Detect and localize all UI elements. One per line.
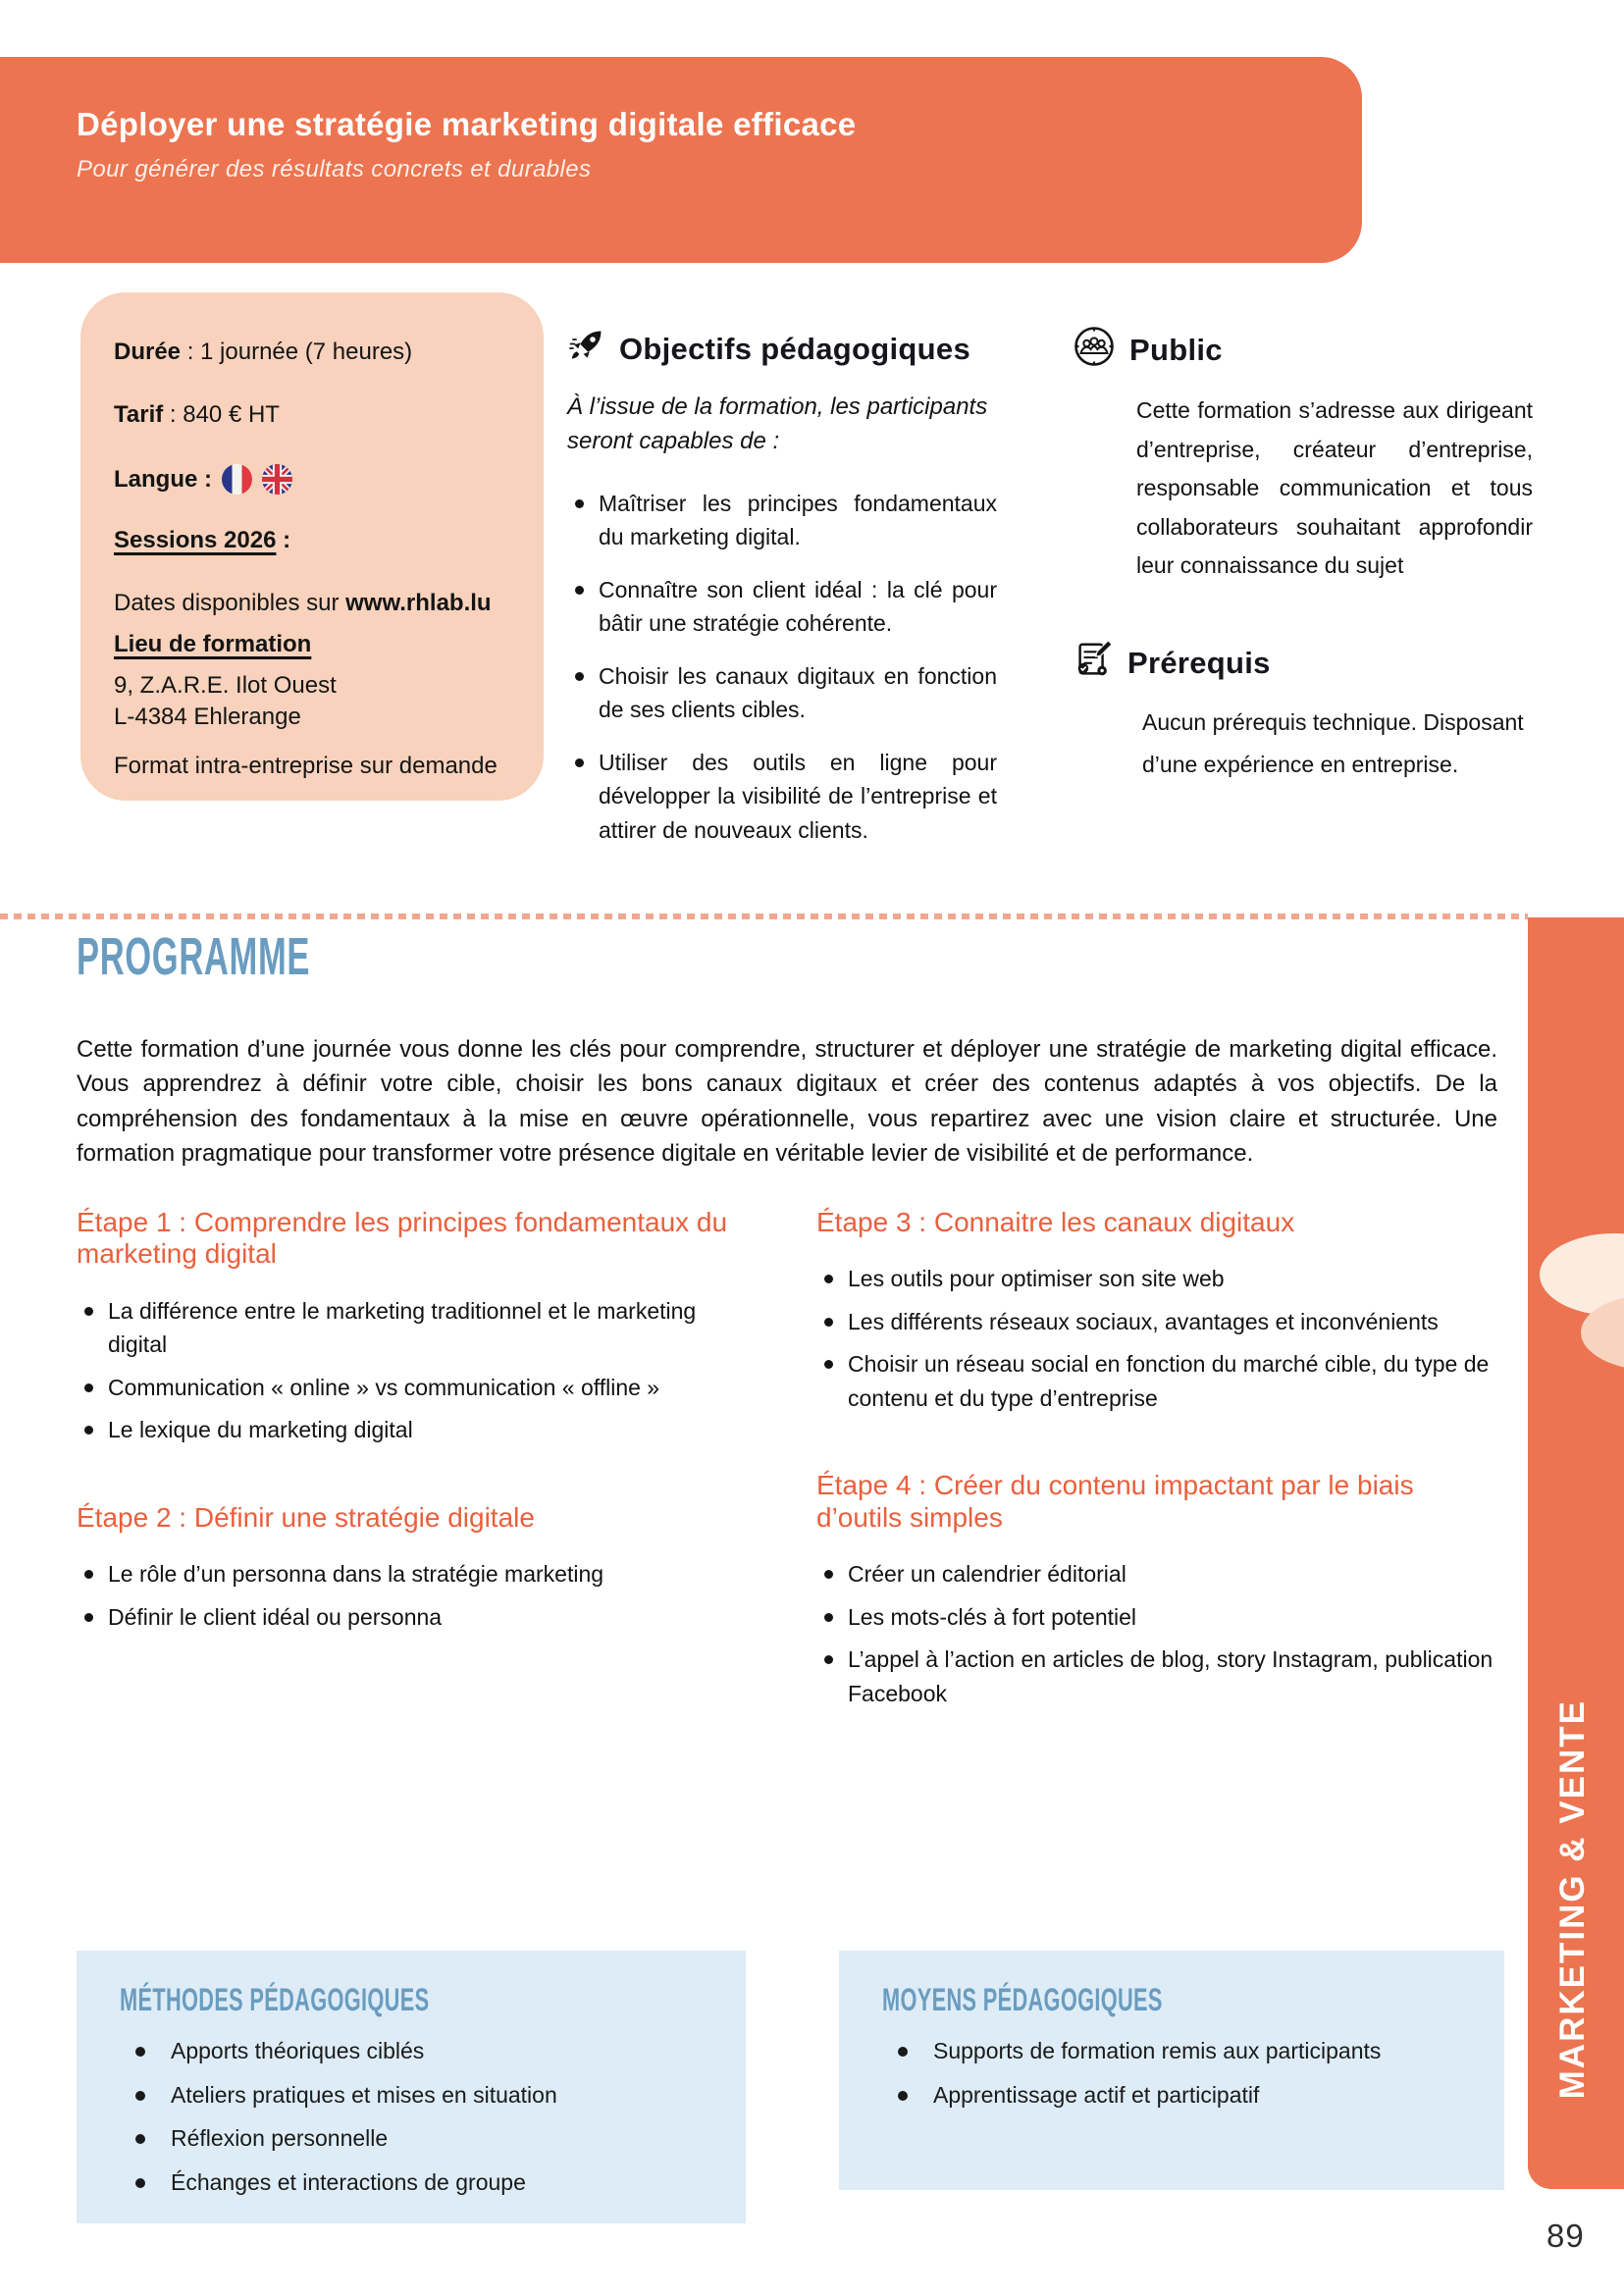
- list-item: Échanges et interactions de groupe: [120, 2166, 716, 2201]
- objectives-intro: À l’issue de la formation, les participants seront capables de :: [567, 393, 988, 454]
- page-title: Déployer une stratégie marketing digitale efficace: [77, 106, 857, 142]
- list-item: Créer un calendrier éditorial: [816, 1557, 1505, 1592]
- language-line: [114, 464, 512, 495]
- duration-label: Durée: [114, 339, 182, 365]
- objectives-list: [567, 487, 997, 848]
- list-item: Communication « online » vs communication « offline »: [77, 1371, 732, 1405]
- audience-icon: [1072, 324, 1117, 377]
- intra-format-note: Format intra-entreprise sur demande: [114, 753, 498, 779]
- step-title: Étape 2 : Définir une stratégie digitale: [77, 1501, 535, 1533]
- rocket-icon: [567, 326, 606, 373]
- prerequisites-heading-row: [1072, 638, 1541, 689]
- dotted-divider: [0, 913, 1528, 919]
- list-item: Utiliser des outils en ligne pour développer la visibilité de l’entreprise et attirer de nouveaux clients.: [567, 746, 997, 848]
- step-4: [816, 1470, 1505, 1710]
- means-box: [839, 1951, 1504, 2190]
- page-subtitle: Pour générer des résultats concrets et durables: [77, 156, 592, 183]
- duration-line: [114, 339, 512, 366]
- public-section: [1072, 324, 1533, 586]
- list-item: Apprentissage actif et participatif: [882, 2078, 1475, 2113]
- programme-heading: PROGRAMME: [77, 927, 311, 986]
- price-label: Tarif: [114, 401, 164, 428]
- prerequisites-text: Aucun prérequis technique. Disposant d’une expérience en entreprise.: [1142, 709, 1524, 777]
- programme-column-right: [816, 1207, 1505, 1719]
- methods-box: [77, 1951, 746, 2223]
- sessions-colon: :: [276, 527, 291, 553]
- step-item-list: [816, 1262, 1505, 1415]
- page-number: 89: [1546, 2218, 1585, 2254]
- list-item: Apports théoriques ciblés: [120, 2034, 716, 2069]
- category-label: MARKETING & VENTE: [1553, 1698, 1592, 2099]
- list-item: La différence entre le marketing traditionnel et le marketing digital: [77, 1294, 732, 1362]
- step-title: Étape 1 : Comprendre les principes fondamentaux du marketing digital: [77, 1207, 728, 1270]
- category-side-band: [1528, 917, 1624, 2189]
- sessions-line: [114, 527, 512, 554]
- list-item: Ateliers pratiques et mises en situation: [120, 2078, 716, 2113]
- price-line: [114, 401, 512, 429]
- list-item: Maîtriser les principes fondamentaux du marketing digital.: [567, 487, 997, 554]
- means-heading: MOYENS PÉDAGOGIQUES: [882, 1982, 1163, 2017]
- flag-uk-icon: [262, 464, 292, 495]
- prerequisites-section: [1072, 638, 1541, 785]
- objectives-heading: Objectifs pédagogiques: [619, 332, 970, 366]
- step-title: Étape 4 : Créer du contenu impactant par le biais d’outils simples: [816, 1470, 1414, 1533]
- methods-heading: MÉTHODES PÉDAGOGIQUES: [120, 1982, 430, 2017]
- duration-value: : 1 journée (7 heures): [181, 339, 413, 365]
- list-item: Les différents réseaux sociaux, avantages et inconvénients: [816, 1305, 1505, 1339]
- objectives-section: [567, 326, 997, 865]
- step-title: Étape 3 : Connaitre les canaux digitaux: [816, 1207, 1295, 1237]
- objectives-heading-row: [567, 326, 997, 373]
- methods-list: [120, 2034, 716, 2201]
- list-item: Le rôle d’un personna dans la stratégie marketing: [77, 1557, 732, 1592]
- address-line-1: 9, Z.A.R.E. Ilot Ouest: [114, 672, 337, 699]
- dates-line: [114, 590, 512, 617]
- list-item: Définir le client idéal ou personna: [77, 1600, 732, 1635]
- price-value: : 840 € HT: [163, 401, 280, 428]
- list-item: Réflexion personnelle: [120, 2121, 716, 2157]
- public-heading-row: [1072, 324, 1533, 377]
- sessions-label: Sessions 2026: [114, 527, 277, 553]
- step-2: [77, 1502, 732, 1634]
- list-item: Connaître son client idéal : la clé pour bâtir une stratégie cohérente.: [567, 573, 997, 641]
- list-item: L’appel à l’action en articles de blog, story Instagram, publication Facebook: [816, 1643, 1505, 1710]
- programme-intro: Cette formation d’une journée vous donne les clés pour comprendre, structurer et déployer une stratégie de marketing digital efficace. Vous apprendrez à définir votre cible, choisir les bons canaux digitaux et créer des contenus adaptés à vos objectifs. De la compréhension des fondamentaux à la mise en œuvre opérationnelle, vous repartirez avec une vision claire et structurée. Une formation pragmatique pour transformer votre présence digitale en véritable levier de visibilité et de performance.: [77, 1036, 1497, 1167]
- list-item: Les outils pour optimiser son site web: [816, 1262, 1505, 1296]
- public-heading: Public: [1129, 333, 1223, 367]
- list-item: Le lexique du marketing digital: [77, 1413, 732, 1447]
- step-item-list: [77, 1294, 732, 1447]
- location-heading: Lieu de formation: [114, 631, 312, 657]
- prerequisites-heading: Prérequis: [1127, 646, 1271, 680]
- list-item: Supports de formation remis aux participants: [882, 2034, 1475, 2069]
- list-item: Les mots-clés à fort potentiel: [816, 1600, 1505, 1635]
- step-3: [816, 1207, 1505, 1415]
- dates-text: Dates disponibles sur: [114, 590, 346, 616]
- programme-column-left: [77, 1207, 732, 1643]
- list-item: Choisir un réseau social en fonction du marché cible, du type de contenu et du type d’entreprise: [816, 1347, 1505, 1415]
- language-label: Langue :: [114, 465, 212, 493]
- step-item-list: [77, 1557, 732, 1634]
- course-info-box: [80, 292, 544, 801]
- step-1: [77, 1207, 732, 1447]
- flag-france-icon: [222, 464, 252, 495]
- header-banner: [0, 57, 1362, 263]
- website-link[interactable]: www.rhlab.lu: [345, 590, 492, 616]
- address-line-2: L-4384 Ehlerange: [114, 704, 301, 730]
- step-item-list: [816, 1557, 1505, 1710]
- clipboard-check-icon: [1072, 638, 1115, 689]
- public-text: Cette formation s’adresse aux dirigeant d’entreprise, créateur d’entreprise, responsable communication et tous collaborateurs souhaitant approfondir leur connaissance du sujet: [1136, 397, 1533, 579]
- means-list: [882, 2034, 1475, 2113]
- list-item: Choisir les canaux digitaux en fonction de ses clients cibles.: [567, 659, 997, 727]
